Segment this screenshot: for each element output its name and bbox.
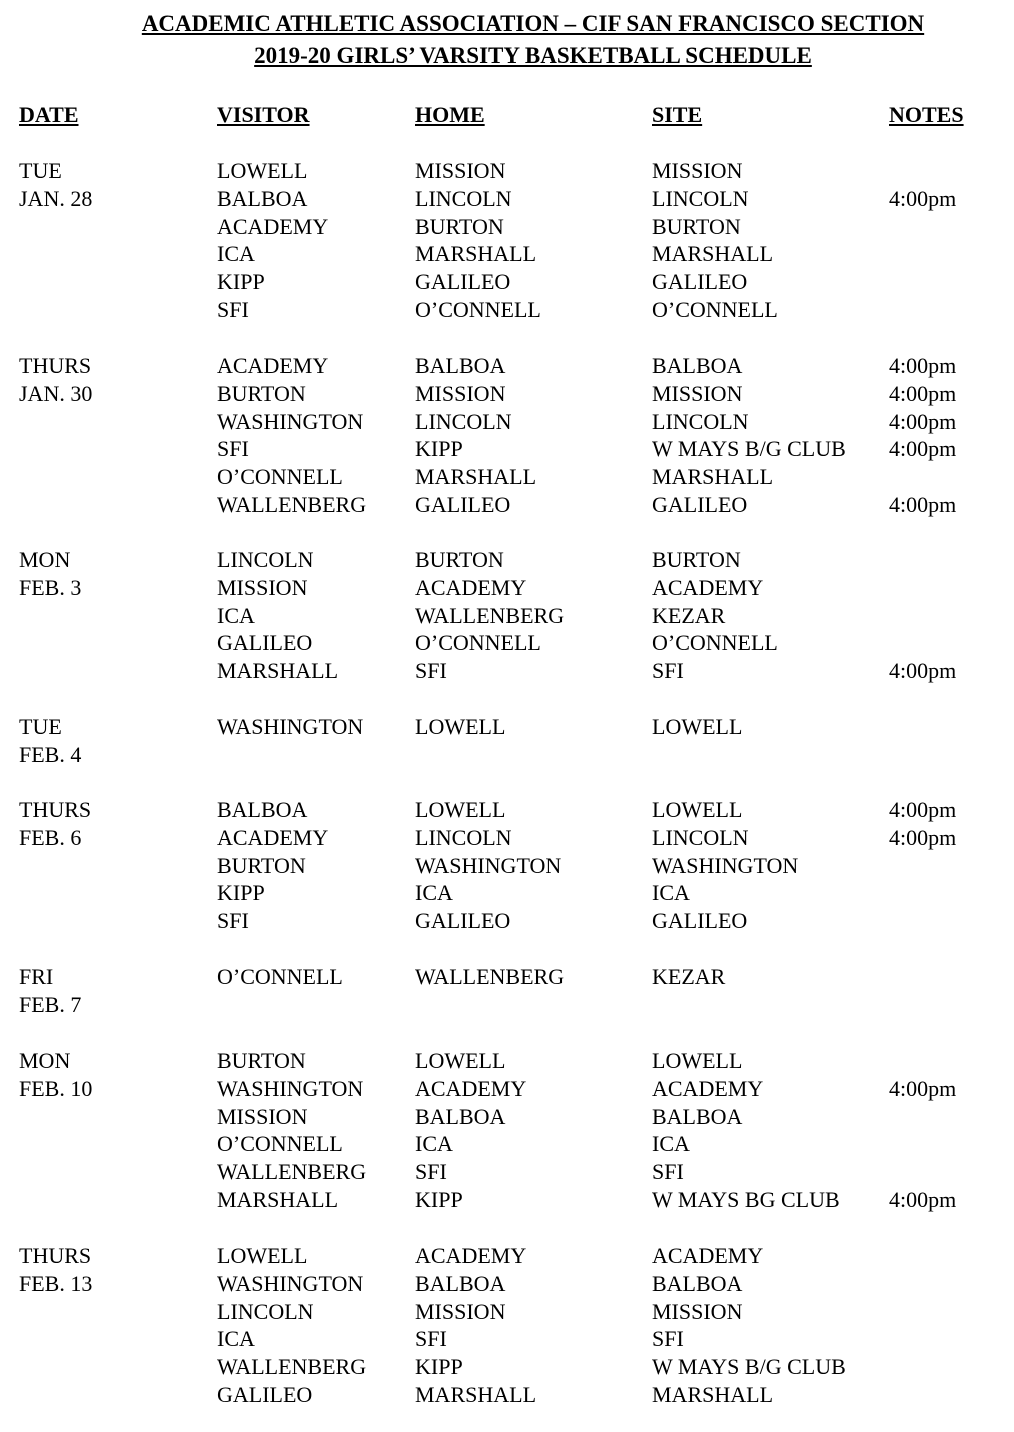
home-team: ACADEMY	[415, 575, 527, 600]
visitor-team: WASHINGTON	[217, 409, 364, 434]
visitor-team: SFI	[217, 297, 249, 322]
visitor-team: GALILEO	[217, 630, 313, 655]
game-notes: 4:00pm	[889, 353, 957, 378]
home-team: LINCOLN	[415, 186, 512, 211]
game-site: MARSHALL	[652, 1382, 774, 1407]
visitor-team: SFI	[217, 908, 249, 933]
game-notes: 4:00pm	[889, 1076, 957, 1101]
home-team: ACADEMY	[415, 1076, 527, 1101]
home-team: BURTON	[415, 547, 504, 572]
visitor-team: BURTON	[217, 381, 306, 406]
home-team: MARSHALL	[415, 464, 537, 489]
header-home: HOME	[415, 102, 485, 127]
home-team: SFI	[415, 1159, 447, 1184]
visitor-team: KIPP	[217, 269, 265, 294]
game-site: BALBOA	[652, 1104, 743, 1129]
visitor-team: ICA	[217, 1326, 255, 1351]
header-site: SITE	[652, 102, 703, 127]
visitor-team: MARSHALL	[217, 658, 339, 683]
visitor-team: BALBOA	[217, 797, 308, 822]
visitor-team: GALILEO	[217, 1382, 313, 1407]
home-team: O’CONNELL	[415, 630, 541, 655]
home-team: LOWELL	[415, 797, 506, 822]
home-team: ACADEMY	[415, 1243, 527, 1268]
home-team: MARSHALL	[415, 1382, 537, 1407]
visitor-team: WALLENBERG	[217, 492, 367, 517]
game-site: W MAYS B/G CLUB	[652, 1354, 846, 1379]
game-date: FEB. 10	[19, 1075, 93, 1101]
visitor-team: O’CONNELL	[217, 464, 343, 489]
game-site: ACADEMY	[652, 575, 764, 600]
game-site: GALILEO	[652, 492, 748, 517]
title-line-2: 2019-20 GIRLS’ VARSITY BASKETBALL SCHEDULE	[254, 43, 812, 68]
game-site: GALILEO	[652, 908, 748, 933]
visitor-team: WASHINGTON	[217, 1076, 364, 1101]
game-notes: 4:00pm	[889, 492, 957, 517]
visitor-team: MARSHALL	[217, 1187, 339, 1212]
header-visitor: VISITOR	[217, 102, 310, 127]
game-site: LOWELL	[652, 1048, 743, 1073]
game-site: W MAYS BG CLUB	[652, 1187, 840, 1212]
home-team: LOWELL	[415, 1048, 506, 1073]
visitor-team: MISSION	[217, 575, 308, 600]
game-date: FEB. 7	[19, 991, 82, 1017]
game-date: JAN. 28	[19, 185, 93, 211]
game-date: JAN. 30	[19, 380, 93, 406]
home-team: WALLENBERG	[415, 964, 565, 989]
home-team: BALBOA	[415, 353, 506, 378]
game-day: THURS	[19, 1243, 92, 1268]
home-team: LOWELL	[415, 714, 506, 739]
home-team: KIPP	[415, 436, 463, 461]
game-site: LINCOLN	[652, 409, 749, 434]
visitor-team: ACADEMY	[217, 825, 329, 850]
visitor-team: LINCOLN	[217, 1299, 314, 1324]
game-notes: 4:00pm	[889, 381, 957, 406]
game-site: ACADEMY	[652, 1076, 764, 1101]
game-notes: 4:00pm	[889, 797, 957, 822]
game-site: KEZAR	[652, 964, 726, 989]
home-team: MARSHALL	[415, 241, 537, 266]
game-day: THURS	[19, 797, 92, 822]
game-site: W MAYS B/G CLUB	[652, 436, 846, 461]
game-site: MARSHALL	[652, 464, 774, 489]
home-team: SFI	[415, 658, 447, 683]
game-day: MON	[19, 1048, 71, 1073]
game-site: SFI	[652, 1159, 684, 1184]
home-team: MISSION	[415, 158, 506, 183]
game-date: FEB. 13	[19, 1270, 93, 1296]
header-date: DATE	[19, 102, 79, 127]
visitor-team: LOWELL	[217, 1243, 308, 1268]
game-site: MISSION	[652, 158, 743, 183]
visitor-team: LOWELL	[217, 158, 308, 183]
home-team: KIPP	[415, 1354, 463, 1379]
game-site: WASHINGTON	[652, 853, 799, 878]
game-site: LOWELL	[652, 797, 743, 822]
visitor-team: ICA	[217, 603, 255, 628]
game-notes: 4:00pm	[889, 436, 957, 461]
game-day: THURS	[19, 353, 92, 378]
game-date: FEB. 6	[19, 824, 82, 850]
game-site: LINCOLN	[652, 186, 749, 211]
home-team: ICA	[415, 880, 453, 905]
game-site: SFI	[652, 658, 684, 683]
visitor-team: MISSION	[217, 1104, 308, 1129]
visitor-team: O’CONNELL	[217, 1131, 343, 1156]
home-team: BURTON	[415, 214, 504, 239]
visitor-team: WALLENBERG	[217, 1159, 367, 1184]
visitor-team: ACADEMY	[217, 353, 329, 378]
visitor-team: LINCOLN	[217, 547, 314, 572]
game-notes: 4:00pm	[889, 186, 957, 211]
game-site: MISSION	[652, 1299, 743, 1324]
home-team: LINCOLN	[415, 409, 512, 434]
game-day: TUE	[19, 158, 62, 183]
game-site: BALBOA	[652, 1271, 743, 1296]
game-day: MON	[19, 547, 71, 572]
game-site: BALBOA	[652, 353, 743, 378]
home-team: GALILEO	[415, 269, 511, 294]
game-site: BURTON	[652, 547, 741, 572]
game-site: ACADEMY	[652, 1243, 764, 1268]
game-site: O’CONNELL	[652, 297, 778, 322]
home-team: ICA	[415, 1131, 453, 1156]
home-team: WALLENBERG	[415, 603, 565, 628]
game-site: LOWELL	[652, 714, 743, 739]
game-notes: 4:00pm	[889, 1187, 957, 1212]
home-team: MISSION	[415, 1299, 506, 1324]
game-notes: 4:00pm	[889, 658, 957, 683]
visitor-team: WASHINGTON	[217, 1271, 364, 1296]
visitor-team: BALBOA	[217, 186, 308, 211]
game-site: O’CONNELL	[652, 630, 778, 655]
title-line-1: ACADEMIC ATHLETIC ASSOCIATION – CIF SAN FRANCISCO SECTION	[141, 11, 925, 36]
game-day: FRI	[19, 964, 54, 989]
game-site: MARSHALL	[652, 241, 774, 266]
home-team: GALILEO	[415, 492, 511, 517]
home-team: MISSION	[415, 381, 506, 406]
game-day: TUE	[19, 714, 62, 739]
home-team: O’CONNELL	[415, 297, 541, 322]
visitor-team: ACADEMY	[217, 214, 329, 239]
game-site: KEZAR	[652, 603, 726, 628]
home-team: GALILEO	[415, 908, 511, 933]
home-team: SFI	[415, 1326, 447, 1351]
visitor-team: BURTON	[217, 853, 306, 878]
home-team: BALBOA	[415, 1271, 506, 1296]
game-site: SFI	[652, 1326, 684, 1351]
visitor-team: ICA	[217, 241, 255, 266]
game-site: ICA	[652, 880, 690, 905]
game-notes: 4:00pm	[889, 409, 957, 434]
game-site: MISSION	[652, 381, 743, 406]
visitor-team: WALLENBERG	[217, 1354, 367, 1379]
visitor-team: O’CONNELL	[217, 964, 343, 989]
game-notes: 4:00pm	[889, 825, 957, 850]
home-team: BALBOA	[415, 1104, 506, 1129]
game-site: LINCOLN	[652, 825, 749, 850]
visitor-team: BURTON	[217, 1048, 306, 1073]
visitor-team: WASHINGTON	[217, 714, 364, 739]
home-team: KIPP	[415, 1187, 463, 1212]
home-team: LINCOLN	[415, 825, 512, 850]
game-site: BURTON	[652, 214, 741, 239]
game-site: ICA	[652, 1131, 690, 1156]
game-site: GALILEO	[652, 269, 748, 294]
home-team: WASHINGTON	[415, 853, 562, 878]
game-date: FEB. 4	[19, 741, 82, 767]
visitor-team: KIPP	[217, 880, 265, 905]
game-date: FEB. 3	[19, 574, 82, 600]
header-notes: NOTES	[889, 102, 964, 127]
visitor-team: SFI	[217, 436, 249, 461]
